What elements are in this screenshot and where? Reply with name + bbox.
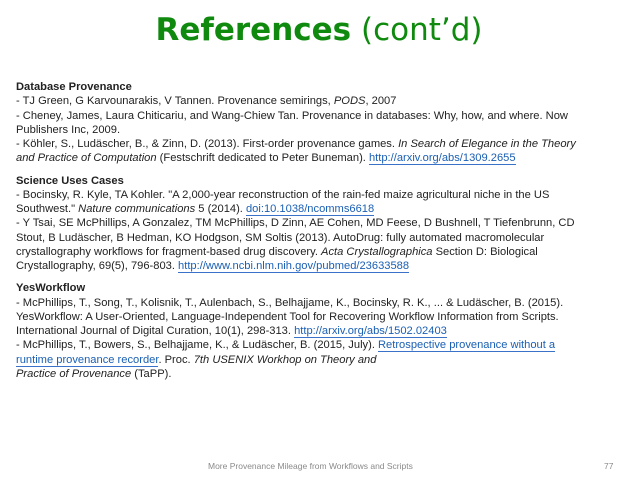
- section-heading-science: Science Uses Cases: [16, 174, 124, 187]
- arxiv-1502-02403-link[interactable]: http://arxiv.org/abs/1502.02403: [294, 325, 447, 337]
- reference-mcphillips-2015b-line-3: [16, 367, 628, 381]
- footer-text: More Provenance Mileage from Workflows and Scripts: [208, 461, 413, 471]
- reference-mcphillips-2015a-line-3: [16, 324, 628, 338]
- retrospective-provenance-link-part-2[interactable]: runtime provenance recorder: [16, 353, 159, 366]
- section-heading-database: Database Provenance: [16, 81, 132, 93]
- pubmed-23633588-link[interactable]: http://www.ncbi.nlm.nih.gov/pubmed/23633588: [178, 260, 410, 272]
- ref-venue: Practice of Provenance: [16, 367, 132, 380]
- ref-venue: In Search of Elegance in the Theory: [398, 138, 576, 150]
- ref-text: crystallography workflows for fragment-based drug discovery.: [16, 245, 322, 258]
- ref-venue: 7th USENIX Workhop on Theory and: [193, 353, 377, 366]
- slide-title-bold: References: [155, 12, 352, 48]
- reference-tsai-2013-line-3: [16, 245, 628, 259]
- reference-mcphillips-2015a-line-2: YesWorkflow: A User-Oriented, Language-Independent Tool for Recovering Workflow Information from Scripts.: [16, 310, 559, 323]
- reference-green-2007: [16, 94, 628, 108]
- reference-tsai-2013-line-1: - Y Tsai, SE McPhillips, A Gonzalez, TM McPhillips, D Zinn, AE Cohen, MD Feese, D Bushnell, T Tiefenbrunn, CD: [16, 217, 575, 230]
- ref-text: - McPhillips, T., Bowers, S., Belhajjame, K., & Ludäscher, B. (2015, July).: [16, 339, 379, 352]
- reference-cheney-2009-line-1: - Cheney, James, Laura Chiticariu, and Wang-Chiew Tan. Provenance in databases: Why, how, and where. Now: [16, 109, 568, 122]
- reference-cheney-2009-line-2: Publishers Inc, 2009.: [16, 123, 121, 136]
- ref-text: (TaPP).: [131, 367, 172, 380]
- reference-bocinsky-2014-line-2: [16, 202, 628, 216]
- ref-text: Crystallography, 69(5), 796-803.: [16, 260, 179, 272]
- doi-ncomms6618-link[interactable]: doi:10.1038/ncomms6618: [245, 203, 375, 215]
- ref-venue: PODS: [333, 95, 366, 108]
- ref-text: International Journal of Digital Curation, 10(1), 298-313.: [16, 325, 295, 337]
- reference-tsai-2013-line-4: [16, 259, 628, 273]
- ref-venue: and Practice of Computation: [16, 152, 157, 165]
- ref-text: - Köhler, S., Ludäscher, B., & Zinn, D. (2013). First-order provenance games.: [16, 138, 399, 150]
- ref-text: , 2007: [365, 95, 397, 108]
- ref-text: - TJ Green, G Karvounarakis, V Tannen. Provenance semirings,: [16, 95, 334, 108]
- reference-bocinsky-2014-line-1: - Bocinsky, R. Kyle, TA Kohler. "A 2,000-year reconstruction of the rain-fed maize agricultural niche in the US: [16, 188, 550, 201]
- ref-text: 5 (2014).: [195, 203, 246, 215]
- ref-text: Southwest.": [16, 203, 79, 215]
- ref-venue: Acta Crystallographica: [321, 245, 433, 258]
- reference-mcphillips-2015a-line-1: - McPhillips, T., Song, T., Kolisnik, T., Aulenbach, S., Belhajjame, K., Bocinsky, R. K., ... & Ludäscher, B. (2015).: [16, 296, 564, 309]
- ref-venue: Nature communications: [78, 203, 196, 215]
- reference-tsai-2013-line-2: Stout, B Ludäscher, B Hedman, KO Hodgson, SM Soltis (2013). AutoDrug: fully automated macromolecular: [16, 231, 545, 244]
- reference-mcphillips-2015b-line-1: [16, 338, 628, 352]
- slide-title-rest: (cont’d): [351, 12, 483, 48]
- references-list: [16, 80, 628, 381]
- ref-text: . Proc.: [158, 353, 194, 366]
- ref-text: Section D: Biological: [432, 245, 538, 258]
- reference-mcphillips-2015b-line-2: [16, 353, 628, 367]
- ref-text: (Festschrift dedicated to Peter Buneman).: [156, 152, 369, 165]
- page-number: 77: [604, 461, 614, 471]
- retrospective-provenance-link-part-1[interactable]: Retrospective provenance without a: [378, 339, 556, 352]
- arxiv-1309-2655-link[interactable]: http://arxiv.org/abs/1309.2655: [368, 152, 516, 165]
- reference-kohler-2013-line-2: [16, 151, 628, 165]
- reference-kohler-2013-line-1: [16, 137, 628, 151]
- slide-title: [0, 10, 638, 50]
- section-heading-yesworkflow: YesWorkflow: [16, 282, 86, 295]
